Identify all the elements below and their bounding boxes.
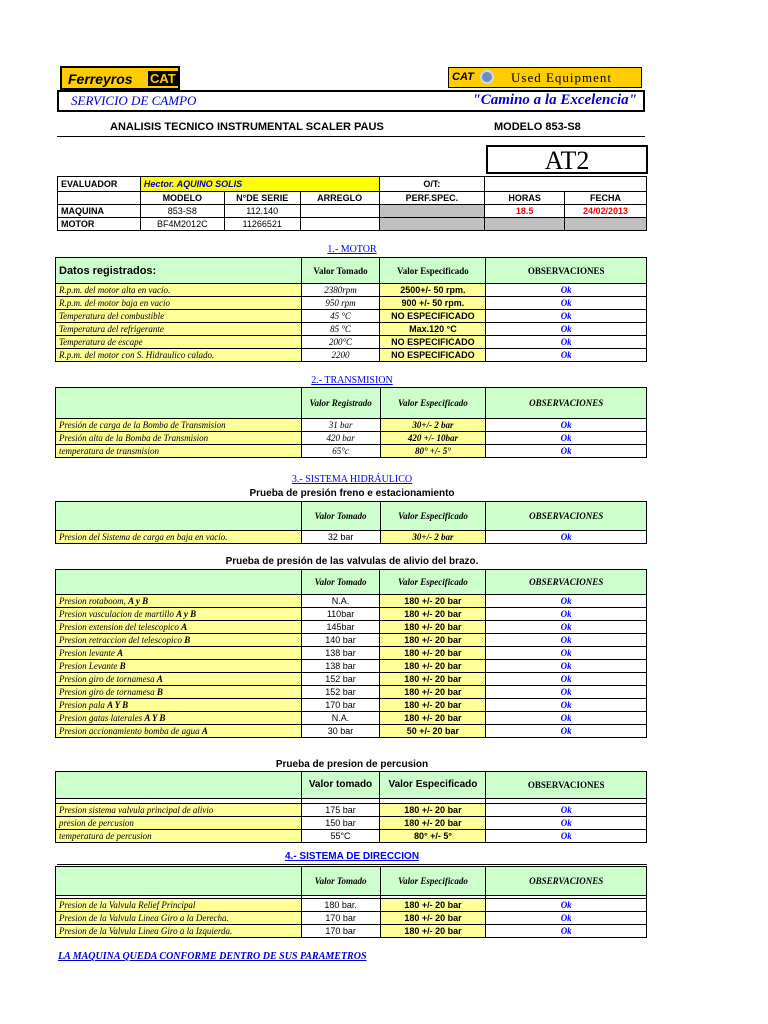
freno-h-observaciones: OBSERVACIONES xyxy=(486,502,647,531)
direccion-cell: 180 bar. xyxy=(301,899,380,912)
maquina-modelo: 853-S8 xyxy=(140,205,224,218)
section-motor-title: 1.- MOTOR xyxy=(327,244,377,255)
motor-cell: NO ESPECIFICADO xyxy=(380,336,486,349)
percusion-row xyxy=(56,830,647,843)
alivio-cell: 110bar xyxy=(301,608,380,621)
transmision-cell: 420 +/- 10bar xyxy=(380,432,486,445)
percusion-rows xyxy=(56,804,647,843)
alivio-label: Presion rotaboom, xyxy=(59,596,129,606)
alivio-h-observaciones: OBSERVACIONES xyxy=(486,570,647,595)
percusion-table xyxy=(55,771,647,843)
direccion-row xyxy=(56,899,647,912)
alivio-h-especificado: Valor Especificado xyxy=(380,570,486,595)
percusion-row xyxy=(56,817,647,830)
motto: "Camino a la Excelencia" xyxy=(472,92,637,108)
direccion-cell: 180 +/- 20 bar xyxy=(380,912,486,925)
alivio-row xyxy=(56,595,647,608)
freno-rows xyxy=(56,531,647,544)
transmision-rows xyxy=(56,419,647,458)
alivio-port: A y B xyxy=(176,609,197,619)
col-horas: HORAS xyxy=(485,192,565,205)
direccion-cell: Presion de la Valvula Linea Giro a la Izquierda. xyxy=(56,925,302,938)
motor-cell: 85 °C xyxy=(301,323,380,336)
alivio-port: A xyxy=(156,674,163,684)
direccion-cell: Ok xyxy=(486,925,647,938)
motor-horas xyxy=(485,218,565,231)
alivio-cell: 180 +/- 20 bar xyxy=(380,699,486,712)
alivio-cell: Ok xyxy=(486,634,647,647)
transmision-cell: 420 bar xyxy=(301,432,380,445)
section-hidraulico-title: 3.- SISTEMA HIDRÁULICO xyxy=(291,474,413,485)
col-fecha: FECHA xyxy=(565,192,647,205)
percusion-h-especificado: Valor Especificado xyxy=(380,772,486,799)
percusion-cell: 55°C xyxy=(301,830,380,843)
motor-arreglo xyxy=(300,218,379,231)
equipment-info-table xyxy=(57,176,647,231)
percusion-h-tomado: Valor tomado xyxy=(301,772,380,799)
motor-h-tomado: Valor Tomado xyxy=(301,258,380,284)
transmision-cell: Ok xyxy=(486,432,647,445)
alivio-cell: 30 bar xyxy=(301,725,380,738)
alivio-port: A y B xyxy=(128,596,149,606)
alivio-cell: 180 +/- 20 bar xyxy=(380,712,486,725)
transmision-cell: Ok xyxy=(486,419,647,432)
direccion-table xyxy=(55,866,647,938)
alivio-cell: Ok xyxy=(486,699,647,712)
maquina-label: MAQUINA xyxy=(58,205,141,218)
alivio-label: Presion vasculacion de martillo xyxy=(59,609,177,619)
alivio-cell: N.A. xyxy=(301,712,380,725)
motor-cell: Ok xyxy=(486,284,647,297)
direccion-cell: Presion de la Valvula Linea Giro a la Derecha. xyxy=(56,912,302,925)
freno-cell: 30+/- 2 bar xyxy=(380,531,486,544)
direccion-cell: 170 bar xyxy=(301,925,380,938)
motor-cell: Temperatura del combustible xyxy=(56,310,302,323)
motor-label: MOTOR xyxy=(58,218,141,231)
alivio-cell: 145bar xyxy=(301,621,380,634)
alivio-cell: 152 bar xyxy=(301,686,380,699)
alivio-cell: Ok xyxy=(486,621,647,634)
section-direccion-title: 4.- SISTEMA DE DIRECCION xyxy=(284,851,420,862)
alivio-port: A Y B xyxy=(144,713,166,723)
motor-h-datos: Datos registrados: xyxy=(56,258,302,284)
used-equipment-logo xyxy=(448,67,642,88)
alivio-cell: 180 +/- 20 bar xyxy=(380,595,486,608)
motor-cell: Ok xyxy=(486,310,647,323)
transmision-cell: 31 bar xyxy=(301,419,380,432)
trans-h-especificado: Valor Especificado xyxy=(380,388,486,419)
trans-h-blank xyxy=(56,388,302,419)
percusion-cell: 150 bar xyxy=(301,817,380,830)
alivio-row xyxy=(56,608,647,621)
gear-icon xyxy=(480,70,494,84)
alivio-row xyxy=(56,686,647,699)
direccion-row xyxy=(56,912,647,925)
alivio-cell: 180 +/- 20 bar xyxy=(380,686,486,699)
maquina-fecha: 24/02/2013 xyxy=(565,205,647,218)
motor-perf xyxy=(379,218,485,231)
motor-cell: NO ESPECIFICADO xyxy=(380,349,486,362)
alivio-cell: Ok xyxy=(486,712,647,725)
ferreyros-cat-logo xyxy=(60,66,180,90)
motor-cell: 2500+/- 50 rpm. xyxy=(380,284,486,297)
alivio-cell: 170 bar xyxy=(301,699,380,712)
freno-table xyxy=(55,501,647,544)
alivio-port: B xyxy=(184,635,191,645)
alivio-label: Presion levante xyxy=(59,648,118,658)
alivio-cell: Ok xyxy=(486,608,647,621)
alivio-label: Presion extension del telescopico xyxy=(59,622,182,632)
alivio-cell xyxy=(56,621,302,634)
motor-fecha xyxy=(565,218,647,231)
motor-serie: 11266521 xyxy=(224,218,300,231)
motor-cell: R.p.m. del motor alta en vacío. xyxy=(56,284,302,297)
motor-h-observaciones: OBSERVACIONES xyxy=(486,258,647,284)
alivio-label: Presion Levante xyxy=(59,661,120,671)
hidraulico-sub2: Prueba de presión de las valvulas de alivio del brazo. xyxy=(225,556,479,567)
direccion-cell: 180 +/- 20 bar xyxy=(380,899,486,912)
motor-cell: 950 rpm xyxy=(301,297,380,310)
maquina-arreglo xyxy=(300,205,379,218)
alivio-cell: Ok xyxy=(486,660,647,673)
alivio-label: Presion retraccion del telescopico xyxy=(59,635,185,645)
motor-row xyxy=(56,310,647,323)
alivio-cell xyxy=(56,673,302,686)
percusion-cell: Ok xyxy=(486,804,647,817)
motor-cell: Temperatura de escape xyxy=(56,336,302,349)
alivio-cell xyxy=(56,660,302,673)
transmision-row xyxy=(56,445,647,458)
percusion-cell: 80° +/- 5° xyxy=(380,830,486,843)
alivio-label: Presion giro de tornamesa xyxy=(59,687,157,697)
freno-h-especificado: Valor Especificado xyxy=(380,502,486,531)
alivio-row xyxy=(56,660,647,673)
motor-modelo: BF4M2012C xyxy=(140,218,224,231)
direccion-cell: Ok xyxy=(486,912,647,925)
alivio-row xyxy=(56,634,647,647)
percusion-cell: presion de percusion xyxy=(56,817,302,830)
motor-table xyxy=(55,257,647,362)
transmision-cell: Presión alta de la Bomba de Transmision xyxy=(56,432,302,445)
direccion-cell: Ok xyxy=(486,899,647,912)
used-equipment-text: Used Equipment xyxy=(511,70,613,85)
hidraulico-sub1: Prueba de presión freno e estacionamiento xyxy=(249,488,455,499)
alivio-cell: Ok xyxy=(486,686,647,699)
percusion-cell: 175 bar xyxy=(301,804,380,817)
ferreyros-wordmark: Ferreyros xyxy=(68,71,133,87)
transmision-cell: Presión de carga de la Bomba de Transmision xyxy=(56,419,302,432)
evaluador-label: EVALUADOR xyxy=(58,177,141,192)
percusion-cell: 180 +/- 20 bar xyxy=(380,804,486,817)
alivio-cell: 138 bar xyxy=(301,647,380,660)
alivio-cell: 152 bar xyxy=(301,673,380,686)
motor-cell: Temperatura del refrigerante xyxy=(56,323,302,336)
percusion-cell: Presion sistema valvula principal de alivio xyxy=(56,804,302,817)
motor-h-especificado: Valor Especificado xyxy=(380,258,486,284)
alivio-row xyxy=(56,712,647,725)
alivio-row xyxy=(56,725,647,738)
motor-cell: Ok xyxy=(486,297,647,310)
alivio-brazo-table xyxy=(55,569,647,738)
alivio-row xyxy=(56,621,647,634)
direccion-cell: Presion de la Valvula Relief Principal xyxy=(56,899,302,912)
motor-rows xyxy=(56,284,647,362)
motor-cell: Ok xyxy=(486,349,647,362)
alivio-label: Presion giro de tornamesa xyxy=(59,674,157,684)
report-title: ANALISIS TECNICO INSTRUMENTAL SCALER PAUS xyxy=(110,121,384,133)
transmision-row xyxy=(56,419,647,432)
model-title: MODELO 853-S8 xyxy=(494,121,581,133)
motor-cell: 200°C xyxy=(301,336,380,349)
col-arreglo: ARREGLO xyxy=(300,192,379,205)
col-modelo: MODELO xyxy=(140,192,224,205)
trans-h-observaciones: OBSERVACIONES xyxy=(486,388,647,419)
motor-row xyxy=(56,284,647,297)
alivio-cell: 138 bar xyxy=(301,660,380,673)
dir-h-tomado: Valor Tomado xyxy=(301,867,380,896)
motor-cell: R.p.m. del motor con S. Hidraulico calado. xyxy=(56,349,302,362)
service-banner xyxy=(57,90,645,112)
alivio-cell: 180 +/- 20 bar xyxy=(380,673,486,686)
alivio-port: A xyxy=(181,622,188,632)
direccion-row xyxy=(56,925,647,938)
conclusion: LA MAQUINA QUEDA CONFORME DENTRO DE SUS PARAMETROS xyxy=(58,951,367,962)
dir-h-observaciones: OBSERVACIONES xyxy=(486,867,647,896)
alivio-brazo-rows xyxy=(56,595,647,738)
motor-cell: R.p.m. del motor baja en vacío xyxy=(56,297,302,310)
maquina-perf xyxy=(379,205,485,218)
motor-row xyxy=(56,297,647,310)
motor-cell: Ok xyxy=(486,336,647,349)
percusion-h-observaciones: OBSERVACIONES xyxy=(486,772,647,799)
percusion-cell: Ok xyxy=(486,830,647,843)
alivio-port: B xyxy=(119,661,126,671)
alivio-cell: 180 +/- 20 bar xyxy=(380,647,486,660)
trans-h-registrado: Valor Registrado xyxy=(301,388,380,419)
col-serie: N°DE SERIE xyxy=(224,192,300,205)
motor-cell: 2200 xyxy=(301,349,380,362)
alivio-cell xyxy=(56,725,302,738)
alivio-port: A xyxy=(117,648,124,658)
motor-row xyxy=(56,323,647,336)
transmision-table xyxy=(55,387,647,458)
service-title: SERVICIO DE CAMPO xyxy=(71,93,197,108)
alivio-cell xyxy=(56,699,302,712)
percusion-cell: Ok xyxy=(486,817,647,830)
motor-row xyxy=(56,336,647,349)
alivio-row xyxy=(56,647,647,660)
alivio-label: Presion pala xyxy=(59,700,108,710)
percusion-cell: temperatura de percusion xyxy=(56,830,302,843)
motor-cell: 900 +/- 50 rpm. xyxy=(380,297,486,310)
alivio-port: A xyxy=(201,726,208,736)
alivio-cell xyxy=(56,595,302,608)
dir-h-especificado: Valor Especificado xyxy=(380,867,486,896)
alivio-cell xyxy=(56,634,302,647)
freno-row xyxy=(56,531,647,544)
freno-cell: Presion del Sistema de carga en baja en vacío. xyxy=(56,531,302,544)
percusion-row xyxy=(56,804,647,817)
transmision-cell: 30+/- 2 bar xyxy=(380,419,486,432)
maquina-horas: 18.5 xyxy=(485,205,565,218)
alivio-cell: 50 +/- 20 bar xyxy=(380,725,486,738)
alivio-cell xyxy=(56,608,302,621)
alivio-cell: 140 bar xyxy=(301,634,380,647)
direccion-cell: 170 bar xyxy=(301,912,380,925)
alivio-cell: 180 +/- 20 bar xyxy=(380,660,486,673)
motor-cell: Max.120 °C xyxy=(380,323,486,336)
ot-value xyxy=(485,177,647,192)
alivio-cell: Ok xyxy=(486,647,647,660)
alivio-cell xyxy=(56,647,302,660)
transmision-cell: temperatura de transmision xyxy=(56,445,302,458)
alivio-row xyxy=(56,673,647,686)
alivio-cell xyxy=(56,686,302,699)
alivio-cell: 180 +/- 20 bar xyxy=(380,621,486,634)
freno-cell: Ok xyxy=(486,531,647,544)
alivio-cell: 180 +/- 20 bar xyxy=(380,608,486,621)
motor-cell: Ok xyxy=(486,323,647,336)
alivio-cell: Ok xyxy=(486,673,647,686)
alivio-h-tomado: Valor Tomado xyxy=(301,570,380,595)
section-transmision-title: 2.- TRANSMISION xyxy=(311,375,393,386)
transmision-cell: 80° +/- 5° xyxy=(380,445,486,458)
alivio-cell: Ok xyxy=(486,725,647,738)
ot-label: O/T: xyxy=(379,177,485,192)
direccion-cell: 180 +/- 20 bar xyxy=(380,925,486,938)
alivio-cell: 180 +/- 20 bar xyxy=(380,634,486,647)
motor-row xyxy=(56,349,647,362)
transmision-row xyxy=(56,432,647,445)
cat-wordmark-2: CAT xyxy=(452,71,474,83)
alivio-cell: Ok xyxy=(486,595,647,608)
alivio-port: A Y B xyxy=(107,700,129,710)
motor-cell: 45 °C xyxy=(301,310,380,323)
alivio-cell: N.A. xyxy=(301,595,380,608)
alivio-row xyxy=(56,699,647,712)
code-box: AT2 xyxy=(486,145,648,174)
motor-cell: 2380rpm xyxy=(301,284,380,297)
transmision-cell: Ok xyxy=(486,445,647,458)
alivio-port: B xyxy=(156,687,163,697)
direccion-rows xyxy=(56,899,647,938)
percusion-cell: 180 +/- 20 bar xyxy=(380,817,486,830)
alivio-label: Presion accionamiento bomba de agua xyxy=(59,726,202,736)
transmision-cell: 65°c xyxy=(301,445,380,458)
freno-cell: 32 bar xyxy=(301,531,380,544)
alivio-label: Presion gatas laterales xyxy=(59,713,145,723)
freno-h-tomado: Valor Tomado xyxy=(301,502,380,531)
hidraulico-sub3: Prueba de presion de percusion xyxy=(275,759,429,770)
maquina-serie: 112.140 xyxy=(224,205,300,218)
alivio-cell xyxy=(56,712,302,725)
evaluador-value: Hector. AQUINO SOLIS xyxy=(140,177,379,192)
cat-wordmark: CAT xyxy=(150,71,176,86)
motor-cell: NO ESPECIFICADO xyxy=(380,310,486,323)
col-perf: PERF.SPEC. xyxy=(379,192,485,205)
